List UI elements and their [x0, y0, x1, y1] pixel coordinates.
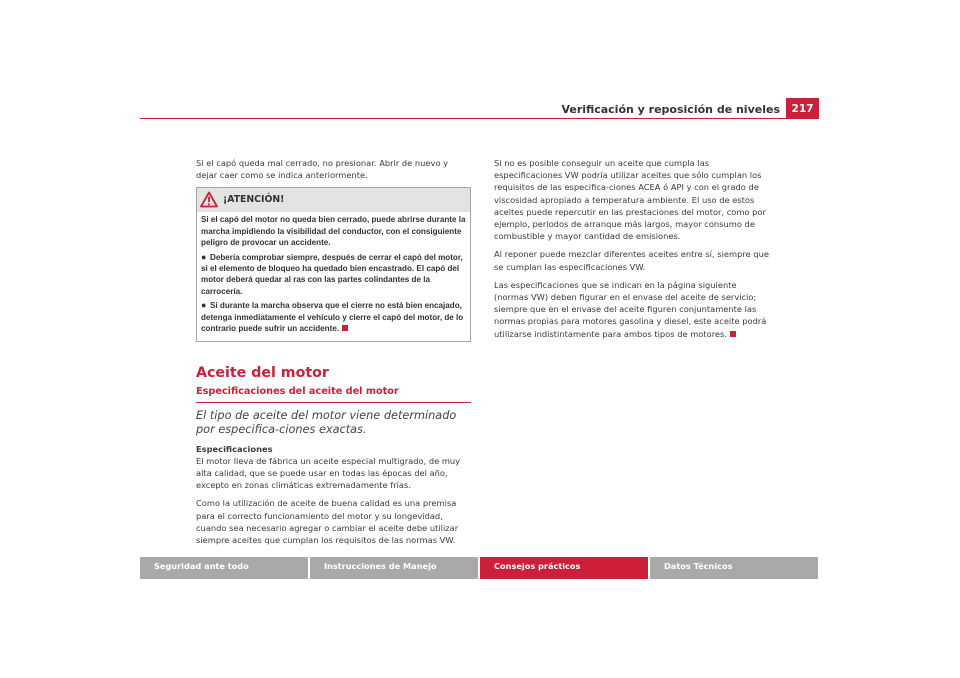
page-number: 217: [786, 98, 819, 119]
lead-text: El tipo de aceite del motor viene determinado por especifica-ciones exactas.: [196, 408, 457, 437]
page-header-title: Verificación y reposición de niveles: [561, 103, 780, 116]
footer-tab-seguridad[interactable]: [140, 557, 308, 579]
subsection-title: Especificaciones del aceite del motor: [196, 386, 471, 403]
warning-title: ¡ATENCIÓN!: [223, 194, 285, 206]
left-column: [196, 157, 471, 552]
footer-tab-label: Instrucciones de Manejo: [324, 561, 437, 571]
right-column: [494, 157, 770, 346]
warning-header: [197, 188, 470, 212]
warning-body: [197, 212, 470, 341]
warning-paragraph: Si el capó del motor no queda bien cerrado, puede abrirse durante la marcha impidiendo la visibilidad del conductor, con el consiguiente peligro de provocar un accidente.: [201, 215, 466, 248]
warning-bullet-item: [201, 300, 466, 334]
body-paragraph: El motor lleva de fábrica un aceite especial multigrado, de muy alta calidad, que se puede usar en todas las épocas del año, excepto en zonas climáticas extremadamente frías.: [196, 455, 461, 491]
header-divider: [140, 118, 819, 119]
paragraph-subheading: Especificaciones: [196, 443, 273, 454]
body-paragraph: [494, 279, 770, 340]
body-paragraph: Como la utilización de aceite de buena calidad es una premisa para el correcto funcionamiento del motor y su longevidad, cuando sea necesario agregar o cambiar el aceite debe utilizar siempre aceites que cumplan los requisitos de las normas VW.: [196, 498, 459, 546]
bullet-icon: ●: [201, 300, 207, 311]
section-end-icon: [342, 325, 348, 331]
section-end-icon: [730, 331, 736, 337]
warning-triangle-icon: [200, 191, 218, 208]
section-title: Aceite del motor: [196, 365, 329, 382]
footer-tab-datos[interactable]: [650, 557, 818, 579]
body-paragraph: Al reponer puede mezclar diferentes aceites entre sí, siempre que se cumplan las especificaciones VW.: [494, 249, 769, 272]
warning-bullet-text: Si durante la marcha observa que el cierre no está bien encajado, detenga inmediatamente el vehículo y cierre el capó del motor, de lo contrario puede sufrir un accidente.: [201, 301, 464, 334]
body-paragraph: Si no es posible conseguir un aceite que cumpla las especificaciones VW podría utilizar aceites que sólo cumplan los requisitos de las especifica-ciones ACEA ó API y con el grado de viscosidad apropiado a temperatura ambiente. El uso de estos aceites puede repercutir en las prestaciones del motor, como por ejemplo, periodos de arranque más largos, mayor consumo de combustible y mayor cantidad de emisiones.: [494, 158, 766, 242]
body-paragraph-text: Las especificaciones que se indican en la página siguiente (normas VW) deben figurar en el envase del aceite de servicio; siempre que en el envase del aceite figuren conjuntamente las normas propias para motores gasolina y diesel, este aceite podrá utilizarse indistintamente para ambos tipos de motores.: [494, 279, 767, 339]
intro-paragraph: Si el capó queda mal cerrado, no presionar. Abrir de nuevo y dejar caer como se indica anteriormente.: [196, 158, 449, 181]
warning-bullet-text: Debería comprobar siempre, después de cerrar el capó del motor, si el elemento de bloqueo ha quedado bien encastrado. El capó del motor deberá quedar al ras con las partes colindantes de la carrocería.: [201, 252, 463, 296]
footer-tab-instrucciones[interactable]: [310, 557, 478, 579]
footer-tab-label: Seguridad ante todo: [154, 561, 249, 571]
footer-tab-label: Consejos prácticos: [494, 561, 581, 571]
footer-tab-consejos[interactable]: [480, 557, 648, 579]
warning-bullet-item: [201, 252, 466, 298]
footer-tab-label: Datos Técnicos: [664, 561, 733, 571]
bullet-icon: ●: [201, 251, 207, 262]
warning-box: [196, 187, 471, 342]
